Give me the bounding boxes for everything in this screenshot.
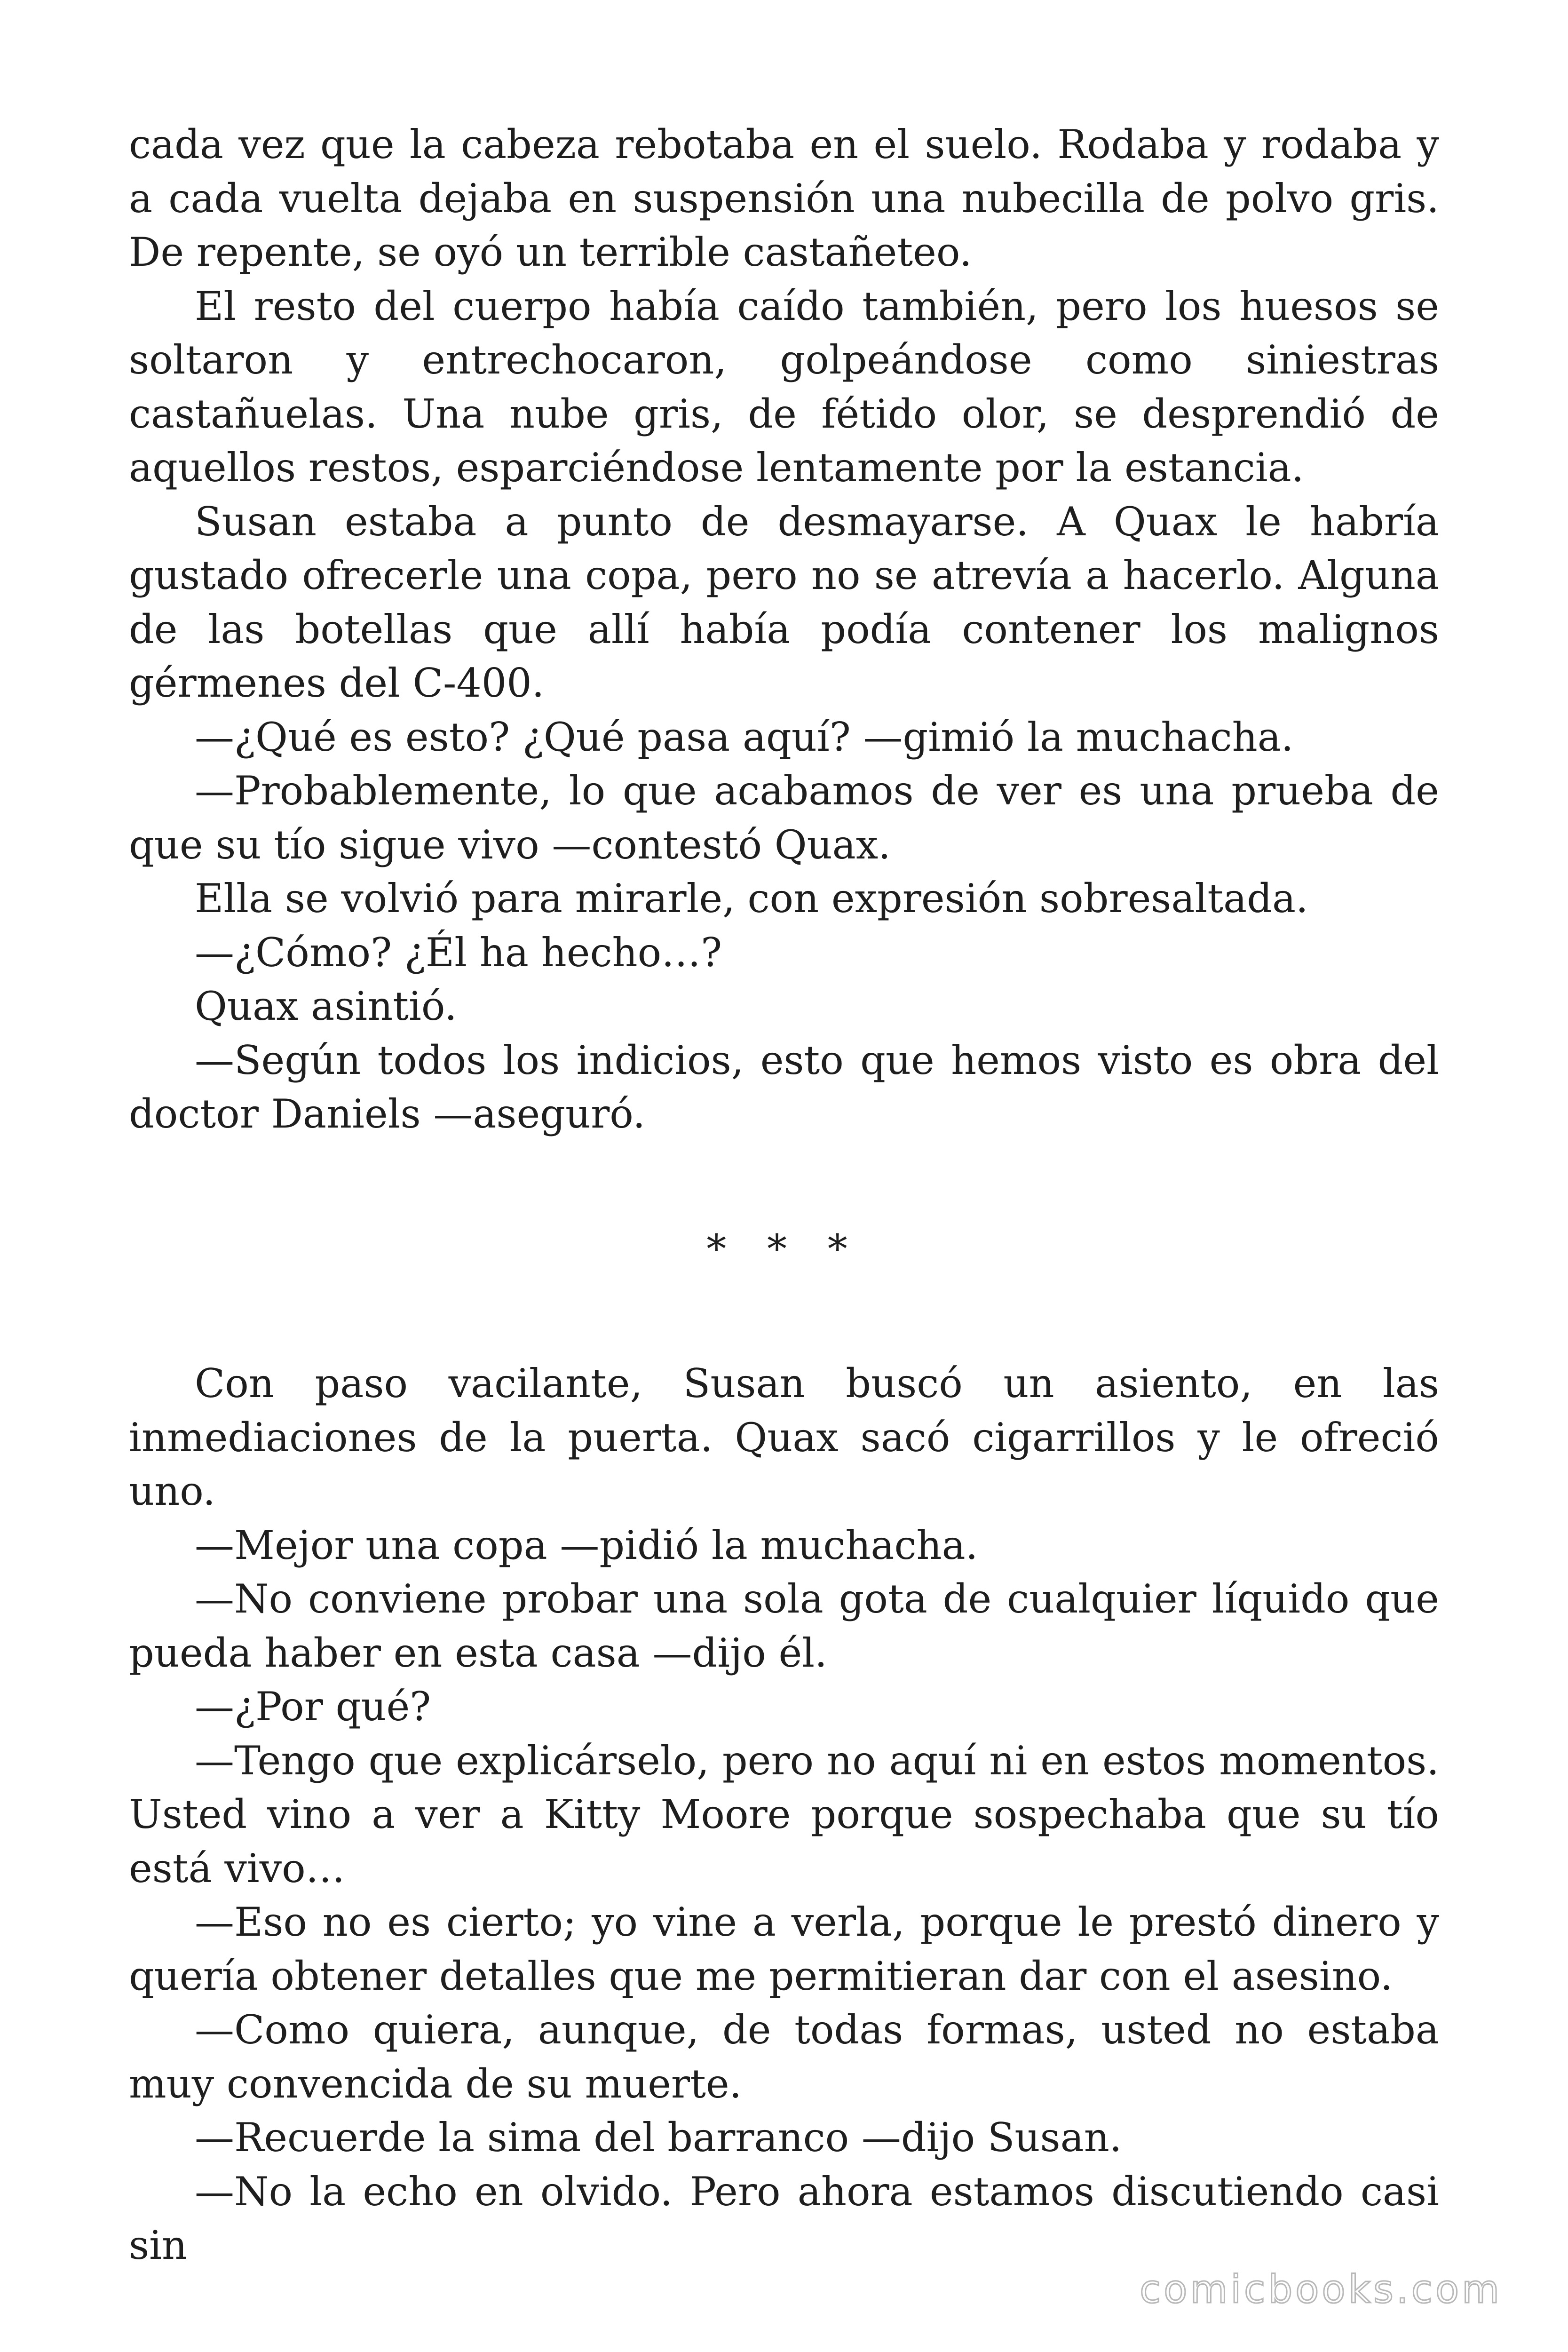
- paragraph: Ella se volvió para mirarle, con expresión sobresaltada.: [195, 875, 1308, 922]
- section-separator: * * *: [706, 1225, 862, 1272]
- paragraph: El resto del cuerpo había caído también, pero los huesos se soltaron y entrechocaron, golpeándose como siniestras castañuelas. Una nube gris, de fétido olor, se desprendió de aquellos restos, esparciéndose lentamente por la estancia.: [129, 283, 1439, 491]
- watermark: comicbooks.com: [1140, 2267, 1502, 2312]
- paragraph: —Como quiera, aunque, de todas formas, usted no estaba muy convencida de su muerte.: [129, 2007, 1439, 2107]
- paragraph: —Según todos los indicios, esto que hemos visto es obra del doctor Daniels —aseguró.: [129, 1037, 1439, 1137]
- paragraph: —Probablemente, lo que acabamos de ver es una prueba de que su tío sigue vivo —contestó Quax.: [129, 768, 1439, 868]
- body-text: [129, 118, 1439, 2273]
- paragraph: Susan estaba a punto de desmayarse. A Quax le habría gustado ofrecerle una copa, pero no se atrevía a hacerlo. Alguna de las botellas que allí había podía contener los malignos gérmenes del C-400.: [129, 498, 1439, 706]
- paragraph: —¿Cómo? ¿Él ha hecho…?: [195, 929, 722, 976]
- paragraph: —Mejor una copa —pidió la muchacha.: [195, 1522, 978, 1568]
- paragraph: Quax asintió.: [195, 983, 457, 1029]
- paragraph: —No la echo en olvido. Pero ahora estamos discutiendo casi sin: [129, 2168, 1439, 2268]
- paragraph: —Eso no es cierto; yo vine a verla, porque le prestó dinero y quería obtener detalles que me permitieran dar con el asesino.: [129, 1899, 1439, 1999]
- paragraph: —Tengo que explicárselo, pero no aquí ni en estos momentos. Usted vino a ver a Kitty Moore porque sospechaba que su tío está vivo…: [129, 1737, 1439, 1891]
- paragraph: —Recuerde la sima del barranco —dijo Susan.: [195, 2114, 1122, 2161]
- paragraph: —¿Qué es esto? ¿Qué pasa aquí? —gimió la muchacha.: [195, 714, 1294, 760]
- paragraph: Con paso vacilante, Susan buscó un asiento, en las inmediaciones de la puerta. Quax sacó cigarrillos y le ofreció uno.: [129, 1360, 1439, 1514]
- paragraph: —No conviene probar una sola gota de cualquier líquido que pueda haber en esta casa —dijo él.: [129, 1576, 1439, 1676]
- paragraph: —¿Por qué?: [195, 1684, 431, 1730]
- paragraph: cada vez que la cabeza rebotaba en el suelo. Rodaba y rodaba y a cada vuelta dejaba en suspensión una nubecilla de polvo gris. De repente, se oyó un terrible castañeteo.: [129, 121, 1439, 275]
